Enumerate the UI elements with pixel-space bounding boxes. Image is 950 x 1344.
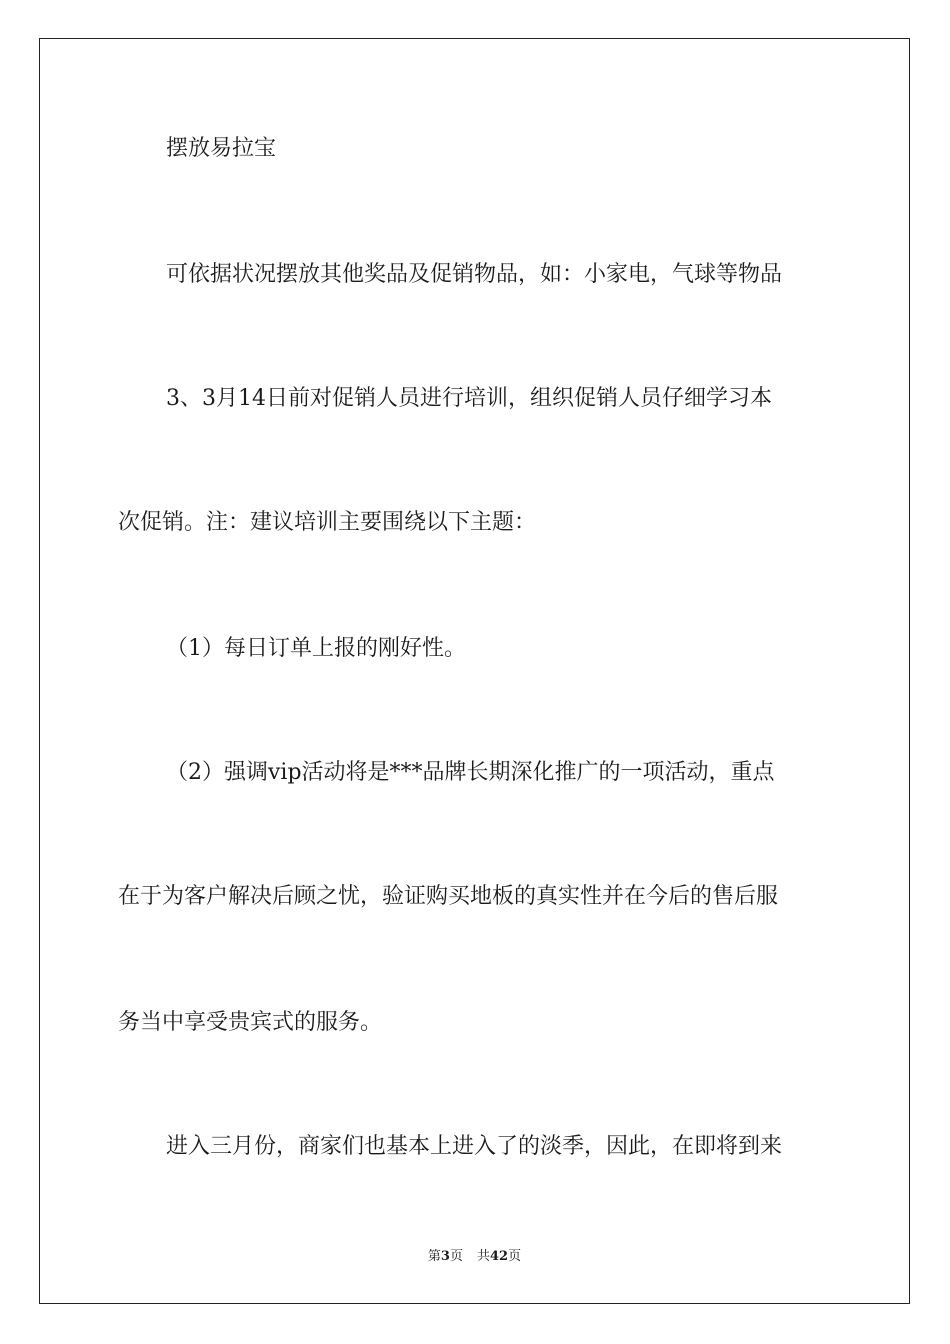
paragraph-line: （1）每日订单上报的刚好性。 [166, 636, 466, 661]
paragraph-line: 在于为客户解决后顾之忧，验证购买地板的真实性并在今后的售后服 [118, 884, 779, 909]
paragraph-line: 3、3月14日前对促销人员进行培训，组织促销人员仔细学习本 [166, 386, 772, 411]
paragraph-line: 进入三月份，商家们也基本上进入了的淡季，因此，在即将到来 [166, 1134, 783, 1159]
page-suffix: 页 [449, 1249, 463, 1264]
page-number: 3 [440, 1249, 450, 1264]
paragraph-line: 次促销。注：建议培训主要围绕以下主题： [118, 510, 537, 535]
paragraph-line: 摆放易拉宝 [166, 136, 277, 161]
page-footer [40, 1248, 909, 1266]
page-prefix: 第 [427, 1249, 441, 1264]
total-suffix: 页 [508, 1249, 522, 1264]
paragraph-line: 可依据状况摆放其他奖品及促销物品，如：小家电，气球等物品 [166, 262, 783, 287]
total-pages: 42 [489, 1249, 509, 1264]
total-prefix: 共 [476, 1249, 490, 1264]
document-page [39, 38, 910, 1304]
paragraph-line: （2）强调vip活动将是***品牌长期深化推广的一项活动，重点 [166, 760, 775, 785]
paragraph-line: 务当中享受贵宾式的服务。 [118, 1010, 383, 1035]
